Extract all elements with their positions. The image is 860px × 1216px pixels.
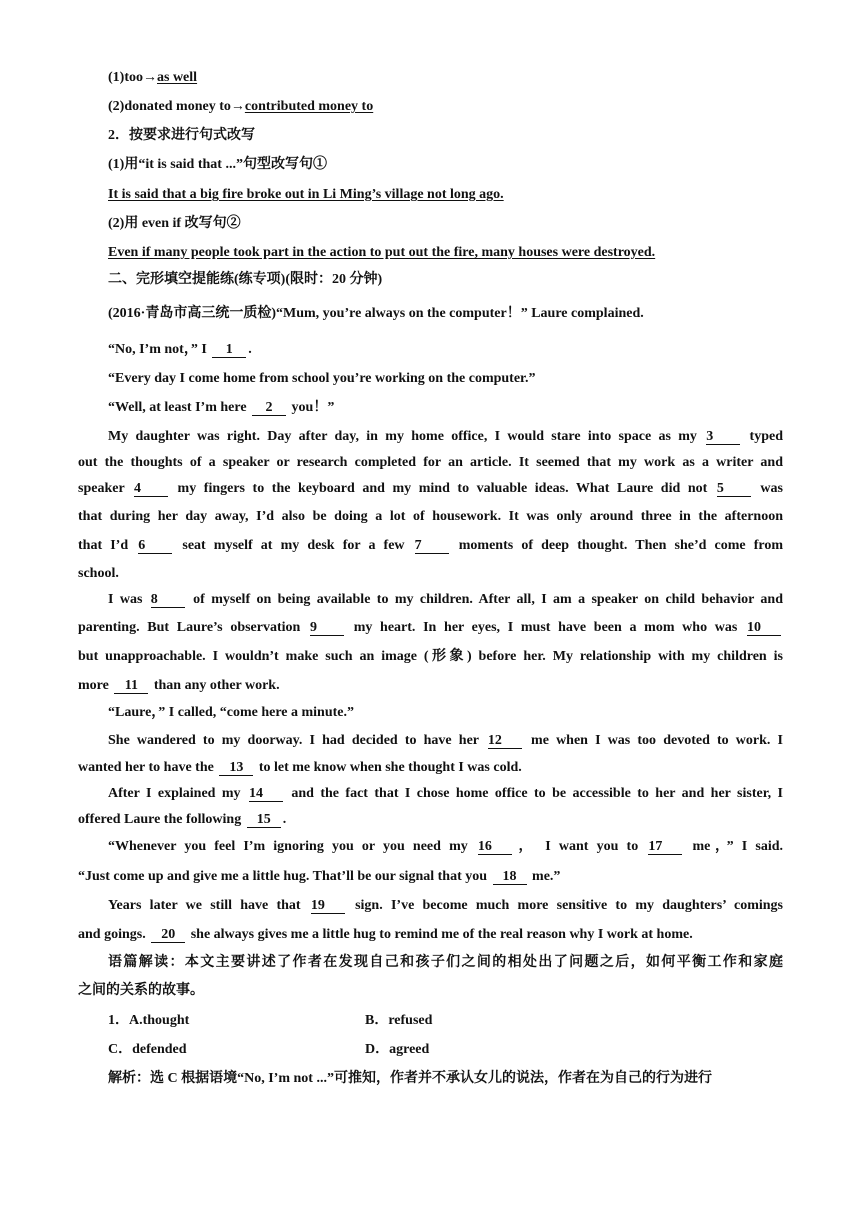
blank-4[interactable]: 4: [134, 481, 168, 497]
answer-contributed: contributed money to: [244, 99, 374, 114]
sentence-1-prompt: (1)用“it is said that ...”句型改写句①: [108, 157, 327, 172]
blank-16[interactable]: 16: [478, 839, 512, 855]
blank-15[interactable]: 15: [247, 812, 281, 828]
para9-line-2: offered Laure the following 15 .: [78, 812, 287, 827]
blank-7[interactable]: 7: [415, 538, 449, 554]
para10-line-2: “Just come up and give me a little hug. That’ll be our signal that you 18 me.”: [78, 869, 561, 884]
answer-as-well: as well: [157, 70, 198, 85]
passage-line-2: “No, I’m not，” I 1 .: [108, 342, 252, 357]
sentence-2-answer: Even if many people took part in the action to put out the fire, many houses were destroyed.: [108, 245, 656, 260]
blank-19[interactable]: 19: [311, 898, 345, 914]
analysis-line-1: 语篇解读：本文主要讲述了作者在发现自己和孩子们之间的相处出了问题之后，如何平衡工作和家庭: [108, 955, 783, 970]
rewrite-line-2: (2)donated money to→contributed money to: [108, 99, 374, 114]
option-c: C．defended: [108, 1042, 187, 1057]
blank-9[interactable]: 9: [310, 620, 344, 636]
blank-8[interactable]: 8: [151, 592, 185, 608]
para5-line-4: that during her day away, I’d also be doing a lot of housework. It was only around three in the afternoon: [78, 509, 783, 524]
blank-2[interactable]: 2: [252, 400, 286, 416]
para6-line-2: parenting. But Laure’s observation 9 my heart. In her eyes, I must have been a mom who was 10: [78, 619, 783, 637]
blank-17[interactable]: 17: [648, 839, 682, 855]
para8-line-1: She wandered to my doorway. I had decided to have her 12 me when I was too devoted to work. I: [108, 733, 784, 748]
blank-3[interactable]: 3: [706, 429, 740, 445]
sentence-2-prompt: (2)用 even if 改写句②: [108, 216, 241, 231]
blank-12[interactable]: 12: [488, 733, 522, 749]
para11-line-2: and goings. 20 she always gives me a little hug to remind me of the real reason why I work at home.: [78, 927, 693, 942]
para6-line-1: I was 8 of myself on being available to my children. After all, I am a speaker on child behavior and: [108, 592, 784, 607]
blank-20[interactable]: 20: [151, 927, 185, 943]
analysis-line-2: 之间的关系的故事。: [78, 983, 204, 998]
blank-13[interactable]: 13: [219, 760, 253, 776]
sentence-1-answer: It is said that a big fire broke out in Li Ming’s village not long ago.: [108, 187, 504, 202]
passage-line-4: “Well, at least I’m here 2 you！”: [108, 400, 335, 415]
blank-10[interactable]: 10: [747, 620, 781, 636]
para10-line-1: “Whenever you feel I’m ignoring you or you need my 16 ， I want you to 17 me，” I said.: [108, 839, 783, 854]
blank-1[interactable]: 1: [212, 342, 246, 358]
para8-line-2: wanted her to have the 13 to let me know when she thought I was cold.: [78, 760, 522, 775]
blank-5[interactable]: 5: [717, 481, 751, 497]
rewrite-line-1: (1)too→as well: [108, 70, 198, 85]
section-2-title: 2．按要求进行句式改写: [108, 128, 255, 143]
para6-line-4: more 11 than any other work.: [78, 678, 280, 693]
passage-line-3: “Every day I come home from school you’re working on the computer.”: [108, 371, 536, 386]
blank-18[interactable]: 18: [493, 869, 527, 885]
option-d: D．agreed: [365, 1042, 430, 1057]
passage-line-1: (2016·青岛市高三统一质检)“Mum, you’re always on the computer！” Laure complained.: [108, 306, 644, 321]
para5-line-1: My daughter was right. Day after day, in my home office, I would stare into space as my 3 typed: [108, 429, 784, 444]
passage-source: (2016·青岛市高三统一质检): [108, 306, 276, 321]
blank-14[interactable]: 14: [249, 786, 283, 802]
para9-line-1: After I explained my 14 and the fact that I chose home office to be accessible to her and her sister, I: [108, 786, 783, 801]
para5-line-6: school.: [78, 566, 119, 581]
blank-11[interactable]: 11: [114, 678, 148, 694]
section-heading: 二、完形填空提能练(练专项)(限时：20 分钟): [108, 272, 383, 287]
option-b: B．refused: [365, 1013, 433, 1028]
para7: “Laure，” I called, “come here a minute.”: [108, 705, 355, 720]
option-a: 1．A.thought: [108, 1013, 190, 1028]
para5-line-5: that I’d 6 seat myself at my desk for a few 7 moments of deep thought. Then she’d come from: [78, 538, 783, 553]
para6-line-3: but unapproachable. I wouldn’t make such an image (形象) before her. My relationship with my children is: [78, 649, 783, 664]
para5-line-3: speaker 4 my fingers to the keyboard and my mind to valuable ideas. What Laure did not 5 was: [78, 481, 783, 496]
explanation-line: 解析：选 C 根据语境“No, I’m not ...”可推知，作者并不承认女儿的说法，作者在为自己的行为进行: [108, 1071, 712, 1086]
blank-6[interactable]: 6: [138, 538, 172, 554]
para5-line-2: out the thoughts of a speaker or research completed for an article. It seemed that my work as a writer and: [78, 455, 783, 470]
para11-line-1: Years later we still have that 19 sign. I’ve become much more sensitive to my daughters’ comings: [108, 898, 784, 913]
